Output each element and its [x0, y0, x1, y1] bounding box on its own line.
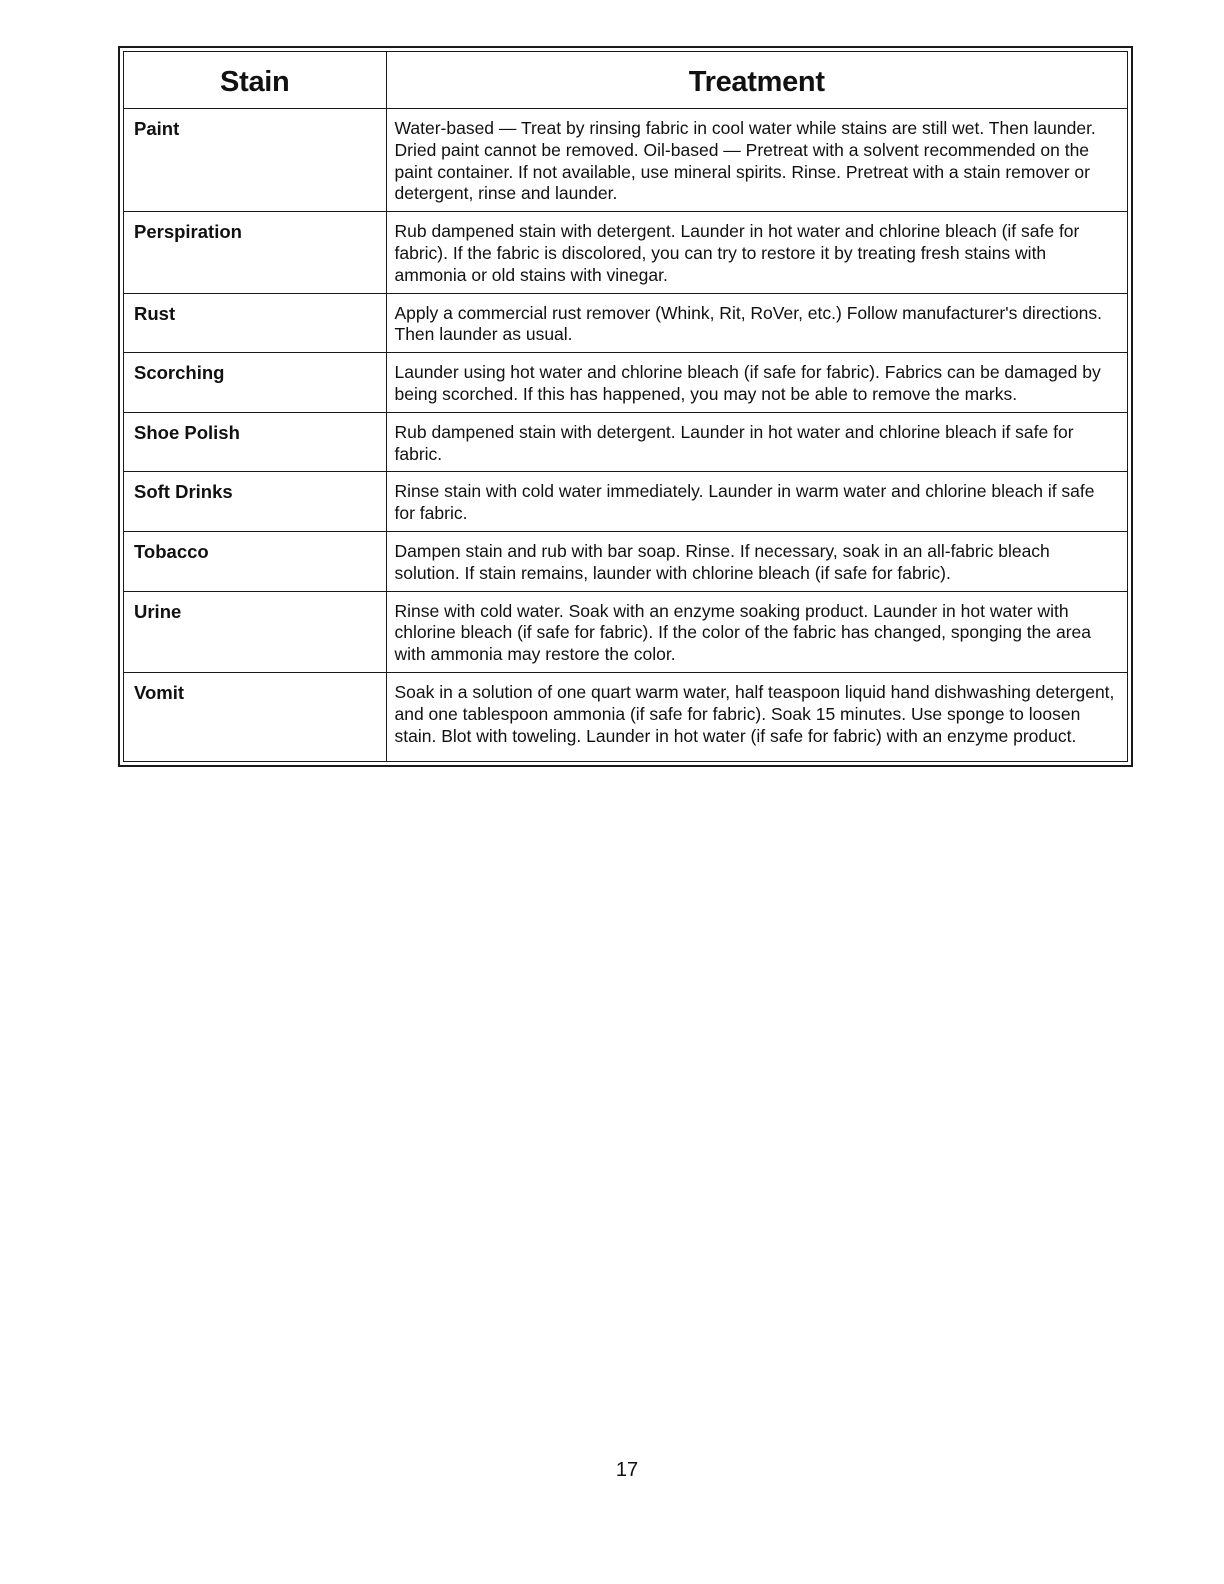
stain-name: Perspiration	[124, 212, 386, 293]
treatment-text: Rub dampened stain with detergent. Launder in hot water and chlorine bleach if safe for fabric.	[386, 412, 1127, 472]
header-row	[124, 52, 1127, 109]
stain-column-header: Stain	[124, 52, 386, 109]
treatment-column-header: Treatment	[386, 52, 1127, 109]
treatment-text: Rinse stain with cold water immediately. Launder in warm water and chlorine bleach if safe for fabric.	[386, 472, 1127, 532]
table-row	[124, 412, 1127, 472]
treatment-text: Water-based — Treat by rinsing fabric in cool water while stains are still wet. Then launder. Dried paint cannot be removed. Oil-based — Pretreat with a solvent recommended on the paint container. If not available, use mineral spirits. Rinse. Pretreat with a stain remover or detergent, rinse and launder.	[386, 109, 1127, 212]
treatment-text: Launder using hot water and chlorine bleach (if safe for fabric). Fabrics can be damaged by being scorched. If this has happened, you may not be able to remove the marks.	[386, 353, 1127, 413]
stain-table	[124, 52, 1127, 761]
stain-name: Soft Drinks	[124, 472, 386, 532]
table-row	[124, 293, 1127, 353]
stain-name: Scorching	[124, 353, 386, 413]
table-row	[124, 353, 1127, 413]
treatment-text: Rinse with cold water. Soak with an enzyme soaking product. Launder in hot water with chlorine bleach (if safe for fabric). If the color of the fabric has changed, sponging the area with ammonia may restore the color.	[386, 591, 1127, 672]
page-number: 17	[615, 1459, 639, 1481]
stain-name: Urine	[124, 591, 386, 672]
stain-name: Tobacco	[124, 531, 386, 591]
table-inner-border	[123, 51, 1128, 762]
table-row	[124, 109, 1127, 212]
stain-name: Rust	[124, 293, 386, 353]
stain-treatment-table	[118, 46, 1133, 767]
treatment-text: Soak in a solution of one quart warm water, half teaspoon liquid hand dishwashing detergent, and one tablespoon ammonia (if safe for fabric). Soak 15 minutes. Use sponge to loosen stain. Blot with toweling. Launder in hot water (if safe for fabric) with an enzyme product.	[386, 672, 1127, 761]
stain-name: Shoe Polish	[124, 412, 386, 472]
stain-name: Vomit	[124, 672, 386, 761]
treatment-text: Rub dampened stain with detergent. Launder in hot water and chlorine bleach (if safe for fabric). If the fabric is discolored, you can try to restore it by treating fresh stains with ammonia or old stains with vinegar.	[386, 212, 1127, 293]
table-row	[124, 472, 1127, 532]
treatment-text: Apply a commercial rust remover (Whink, Rit, RoVer, etc.) Follow manufacturer's directions. Then launder as usual.	[386, 293, 1127, 353]
table-row	[124, 212, 1127, 293]
table-row	[124, 591, 1127, 672]
table-row	[124, 531, 1127, 591]
stain-name: Paint	[124, 109, 386, 212]
table-row	[124, 672, 1127, 761]
treatment-text: Dampen stain and rub with bar soap. Rinse. If necessary, soak in an all-fabric bleach solution. If stain remains, launder with chlorine bleach (if safe for fabric).	[386, 531, 1127, 591]
